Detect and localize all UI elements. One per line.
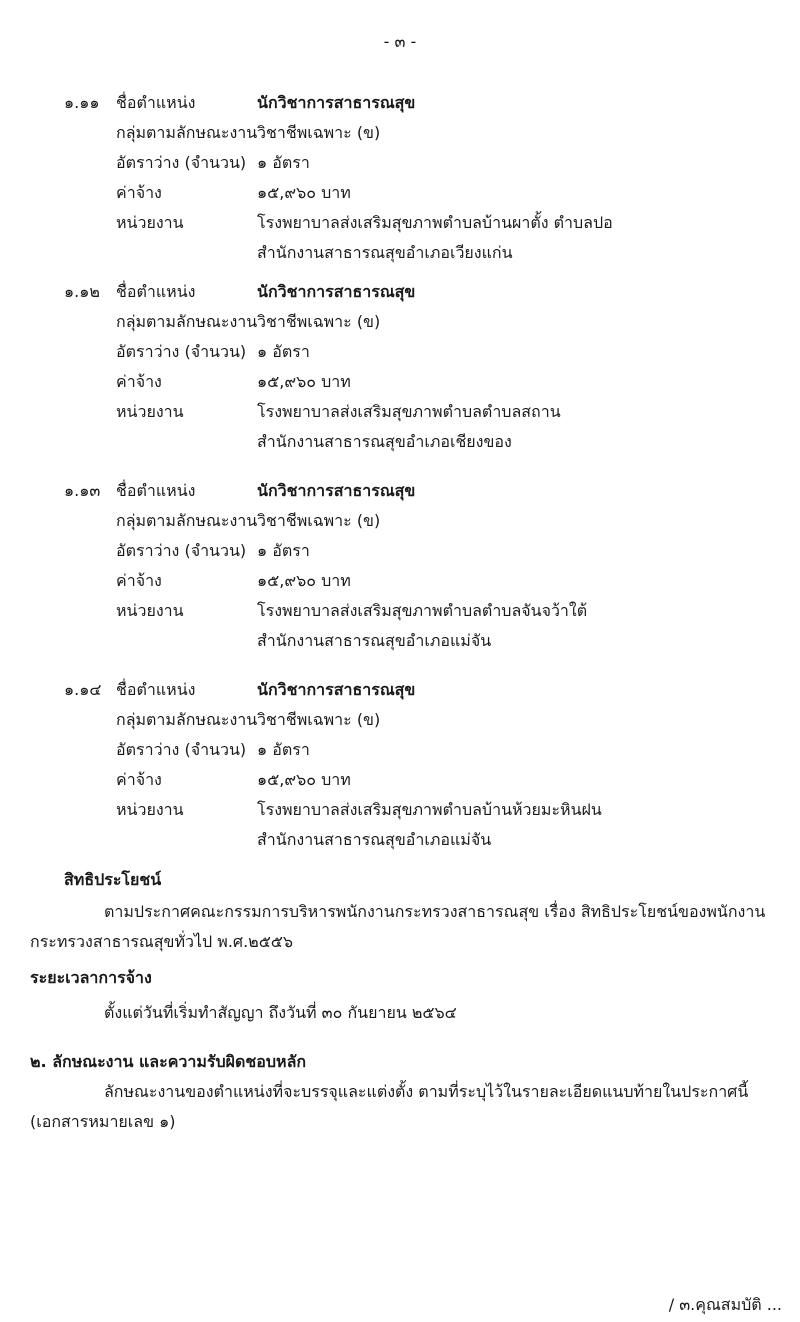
benefits-heading: สิทธิประโยชน์ <box>64 870 162 889</box>
group-label: กลุ่มตามลักษณะงาน <box>116 710 258 729</box>
unit-row <box>64 795 764 825</box>
unit-value-line1: โรงพยาบาลส่งเสริมสุขภาพตำบลบ้านห้วยมะหินฝน <box>257 800 602 819</box>
vacancy-value: ๑ อัตรา <box>257 153 310 172</box>
unit-row-continued <box>64 626 764 656</box>
title-label: ชื่อตำแหน่ง <box>116 481 196 500</box>
title-label: ชื่อตำแหน่ง <box>116 282 196 301</box>
position-block <box>64 88 764 268</box>
vacancy-row <box>64 536 764 566</box>
vacancy-row <box>64 148 764 178</box>
group-value: วิชาชีพเฉพาะ (ข) <box>257 511 381 530</box>
position-title: นักวิชาการสาธารณสุข <box>257 93 416 112</box>
item-number: ๑.๑๓ <box>64 481 101 500</box>
wage-label: ค่าจ้าง <box>116 183 162 202</box>
section2-text-line2: (เอกสารหมายเลข ๑) <box>30 1112 176 1131</box>
wage-label: ค่าจ้าง <box>116 770 162 789</box>
group-label: กลุ่มตามลักษณะงาน <box>116 511 258 530</box>
page-number: - ๓ - <box>383 32 417 51</box>
employment-period-heading: ระยะเวลาการจ้าง <box>30 968 152 987</box>
unit-value-line2: สำนักงานสาธารณสุขอำเภอแม่จัน <box>257 830 492 849</box>
group-label: กลุ่มตามลักษณะงาน <box>116 312 258 331</box>
group-value: วิชาชีพเฉพาะ (ข) <box>257 710 381 729</box>
benefits-text-line2: กระทรวงสาธารณสุขทั่วไป พ.ศ.๒๕๕๖ <box>30 932 294 951</box>
wage-label: ค่าจ้าง <box>116 571 162 590</box>
unit-label: หน่วยงาน <box>116 800 184 819</box>
wage-value: ๑๕,๙๖๐ บาท <box>257 770 351 789</box>
unit-row-continued <box>64 825 764 855</box>
unit-value-line2: สำนักงานสาธารณสุขอำเภอเวียงแก่น <box>257 243 513 262</box>
title-label: ชื่อตำแหน่ง <box>116 680 196 699</box>
group-row <box>64 506 764 536</box>
vacancy-value: ๑ อัตรา <box>257 740 310 759</box>
unit-value-line2: สำนักงานสาธารณสุขอำเภอเชียงของ <box>257 432 512 451</box>
unit-row-continued <box>64 238 764 268</box>
vacancy-label: อัตราว่าง (จำนวน) <box>116 342 247 361</box>
wage-value: ๑๕,๙๖๐ บาท <box>257 571 351 590</box>
title-label: ชื่อตำแหน่ง <box>116 93 196 112</box>
wage-row <box>64 765 764 795</box>
position-title: นักวิชาการสาธารณสุข <box>257 282 416 301</box>
section2-heading: ๒. ลักษณะงาน และความรับผิดชอบหลัก <box>30 1052 307 1071</box>
group-row <box>64 705 764 735</box>
item-number: ๑.๑๔ <box>64 680 102 699</box>
group-label: กลุ่มตามลักษณะงาน <box>116 123 258 142</box>
wage-label: ค่าจ้าง <box>116 372 162 391</box>
benefits-text-line1: ตามประกาศคณะกรรมการบริหารพนักงานกระทรวงสาธารณสุข เรื่อง สิทธิประโยชน์ของพนักงาน <box>104 902 766 921</box>
item-number: ๑.๑๑ <box>64 93 100 112</box>
wage-row <box>64 566 764 596</box>
position-title: นักวิชาการสาธารณสุข <box>257 481 416 500</box>
wage-row <box>64 367 764 397</box>
employment-period-text: ตั้งแต่วันที่เริ่มทำสัญญา ถึงวันที่ ๓๐ กันยายน ๒๕๖๔ <box>104 1003 457 1022</box>
position-title: นักวิชาการสาธารณสุข <box>257 680 416 699</box>
unit-label: หน่วยงาน <box>116 601 184 620</box>
unit-value-line1: โรงพยาบาลส่งเสริมสุขภาพตำบลตำบลสถาน <box>257 402 561 421</box>
unit-value-line2: สำนักงานสาธารณสุขอำเภอแม่จัน <box>257 631 492 650</box>
vacancy-value: ๑ อัตรา <box>257 342 310 361</box>
position-block <box>64 476 764 656</box>
position-title-row <box>64 675 764 705</box>
item-number: ๑.๑๒ <box>64 282 100 301</box>
position-block <box>64 675 764 855</box>
wage-value: ๑๕,๙๖๐ บาท <box>257 183 351 202</box>
next-page-marker: / ๓.คุณสมบัติ ... <box>668 1295 782 1314</box>
group-value: วิชาชีพเฉพาะ (ข) <box>257 312 381 331</box>
position-title-row <box>64 277 764 307</box>
position-block <box>64 277 764 457</box>
unit-value-line1: โรงพยาบาลส่งเสริมสุขภาพตำบลตำบลจันจว้าใต้ <box>257 601 588 620</box>
unit-value-line1: โรงพยาบาลส่งเสริมสุขภาพตำบลบ้านผาตั้ง ตำบลปอ <box>257 213 613 232</box>
position-title-row <box>64 88 764 118</box>
vacancy-label: อัตราว่าง (จำนวน) <box>116 153 247 172</box>
unit-row-continued <box>64 427 764 457</box>
unit-label: หน่วยงาน <box>116 402 184 421</box>
vacancy-label: อัตราว่าง (จำนวน) <box>116 541 247 560</box>
vacancy-value: ๑ อัตรา <box>257 541 310 560</box>
section2-text-line1: ลักษณะงานของตำแหน่งที่จะบรรจุและแต่งตั้ง ตามที่ระบุไว้ในรายละเอียดแนบท้ายในประกาศนี้ <box>104 1082 749 1101</box>
vacancy-row <box>64 337 764 367</box>
position-title-row <box>64 476 764 506</box>
vacancy-label: อัตราว่าง (จำนวน) <box>116 740 247 759</box>
group-row <box>64 118 764 148</box>
vacancy-row <box>64 735 764 765</box>
wage-value: ๑๕,๙๖๐ บาท <box>257 372 351 391</box>
wage-row <box>64 178 764 208</box>
unit-row <box>64 397 764 427</box>
unit-label: หน่วยงาน <box>116 213 184 232</box>
unit-row <box>64 596 764 626</box>
unit-row <box>64 208 764 238</box>
group-value: วิชาชีพเฉพาะ (ข) <box>257 123 381 142</box>
group-row <box>64 307 764 337</box>
